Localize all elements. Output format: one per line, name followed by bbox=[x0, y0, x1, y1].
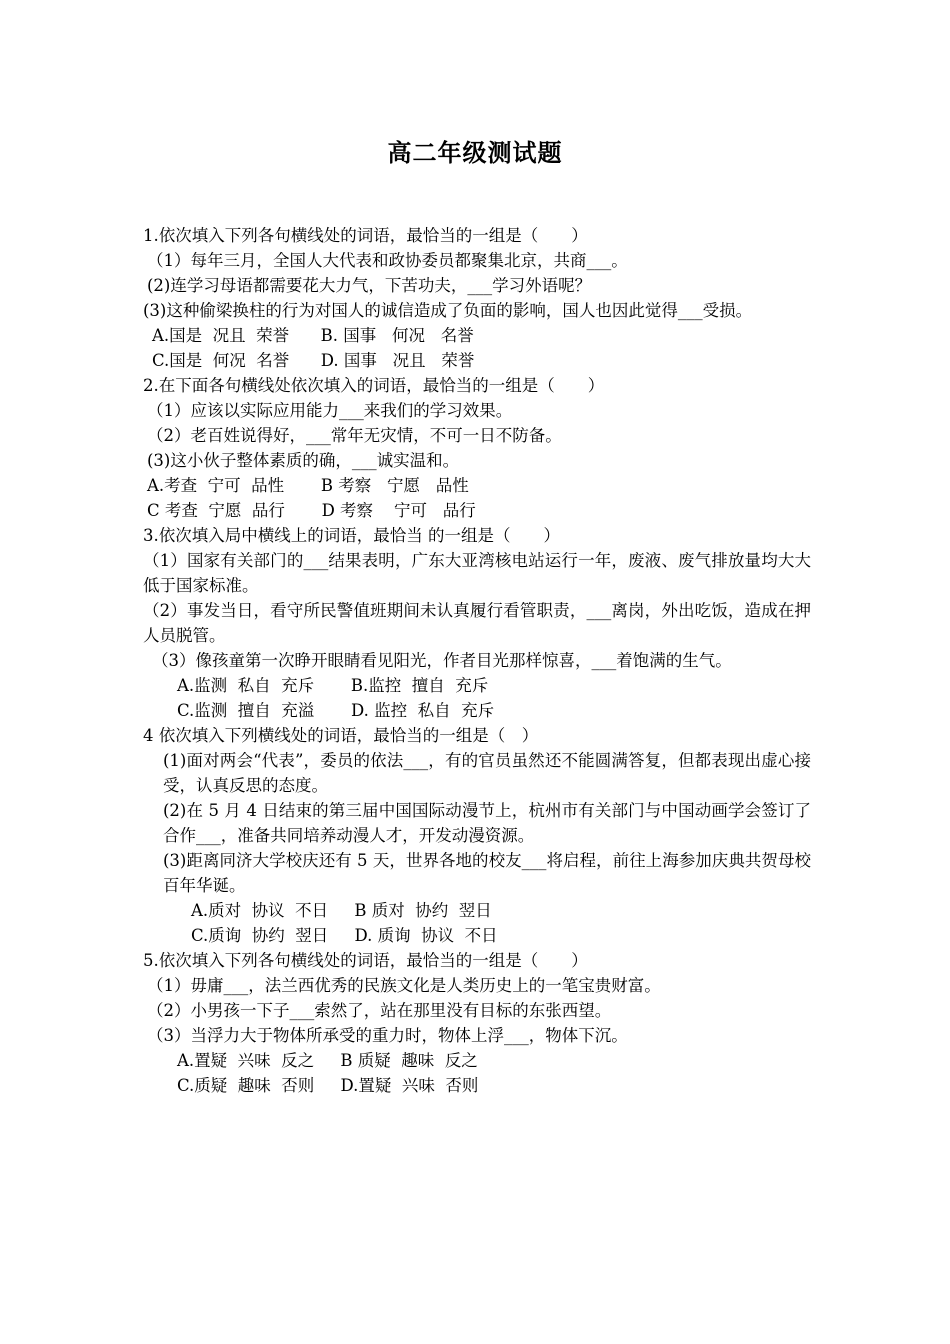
question-item: (2)在 5 月 4 日结束的第三届中国国际动漫节上，杭州市有关部门与中国动画学会签订了合作___，准备共同培养动漫人才，开发动漫资源。 bbox=[163, 801, 811, 845]
answer-options: C.国是 何况 名誉 D. 国事 况且 荣誉 bbox=[152, 351, 475, 370]
question-2 bbox=[143, 373, 811, 523]
question-5 bbox=[143, 948, 811, 1098]
question-item: （1）应该以实际应用能力___来我们的学习效果。 bbox=[147, 401, 513, 420]
answer-options: A.考查 宁可 品性 B 考察 宁愿 品性 bbox=[147, 476, 469, 495]
question-item: （3）当浮力大于物体所承受的重力时，物体上浮___，物体下沉。 bbox=[147, 1026, 628, 1045]
answer-options: A.监测 私自 充斥 B.监控 擅自 充斥 bbox=[177, 676, 489, 695]
answer-options: A.置疑 兴味 反之 B 质疑 趣味 反之 bbox=[177, 1051, 478, 1070]
answer-options: A.质对 协议 不日 B 质对 协约 翌日 bbox=[191, 901, 492, 920]
question-item: （1）国家有关部门的___结果表明，广东大亚湾核电站运行一年，废液、废气排放量均大大低于国家标准。 bbox=[143, 551, 811, 595]
question-stem: 1.依次填入下列各句横线处的词语，最恰当的一组是（ ） bbox=[143, 226, 588, 245]
question-stem: 4 依次填入下列横线处的词语，最恰当的一组是（ ） bbox=[143, 726, 539, 745]
answer-options: C.质询 协约 翌日 D. 质询 协议 不日 bbox=[191, 926, 498, 945]
question-stem: 2.在下面各句横线处依次填入的词语，最恰当的一组是（ ） bbox=[143, 376, 605, 395]
answer-options: C 考查 宁愿 品行 D 考察 宁可 品行 bbox=[147, 501, 476, 520]
question-1 bbox=[143, 223, 811, 373]
question-stem: 5.依次填入下列各句横线处的词语，最恰当的一组是（ ） bbox=[143, 951, 588, 970]
answer-options: C.监测 擅自 充溢 D. 监控 私自 充斥 bbox=[177, 701, 495, 720]
question-item: (3)这种偷梁换柱的行为对国人的诚信造成了负面的影响，国人也因此觉得___受损。 bbox=[143, 301, 753, 320]
question-item: （2）事发当日，看守所民警值班期间未认真履行看管职责，___离岗，外出吃饭，造成在押人员脱管。 bbox=[143, 601, 811, 645]
question-list bbox=[143, 223, 811, 1098]
answer-options: C.质疑 趣味 否则 D.置疑 兴味 否则 bbox=[177, 1076, 479, 1095]
page-title: 高二年级测试题 bbox=[387, 138, 563, 167]
question-item: （1）每年三月，全国人大代表和政协委员都聚集北京，共商___。 bbox=[147, 251, 628, 270]
question-item: （3）像孩童第一次睁开眼睛看见阳光，作者目光那样惊喜，___着饱满的生气。 bbox=[152, 651, 732, 670]
question-item: (1)面对两会“代表”，委员的依法___，有的官员虽然还不能圆满答复，但都表现出虚心接受，认真反思的态度。 bbox=[163, 751, 811, 795]
question-stem: 3.依次填入局中横线上的词语，最恰当 的一组是（ ） bbox=[143, 526, 560, 545]
question-3 bbox=[143, 523, 811, 723]
question-item: （1）毋庸___，法兰西优秀的民族文化是人类历史上的一笔宝贵财富。 bbox=[147, 976, 661, 995]
question-item: （2）小男孩一下子___索然了，站在那里没有目标的东张西望。 bbox=[147, 1001, 612, 1020]
question-item: （2）老百姓说得好，___常年无灾情，不可一日不防备。 bbox=[147, 426, 562, 445]
question-4 bbox=[143, 723, 811, 948]
question-item: (2)连学习母语都需要花大力气，下苦功夫，___学习外语呢？ bbox=[147, 276, 592, 295]
question-item: (3)距离同济大学校庆还有 5 天，世界各地的校友___将启程，前往上海参加庆典共贺母校百年华诞。 bbox=[163, 851, 811, 895]
question-item: (3)这小伙子整体素质的确，___诚实温和。 bbox=[147, 451, 460, 470]
answer-options: A.国是 况且 荣誉 B. 国事 何况 名誉 bbox=[152, 326, 474, 345]
